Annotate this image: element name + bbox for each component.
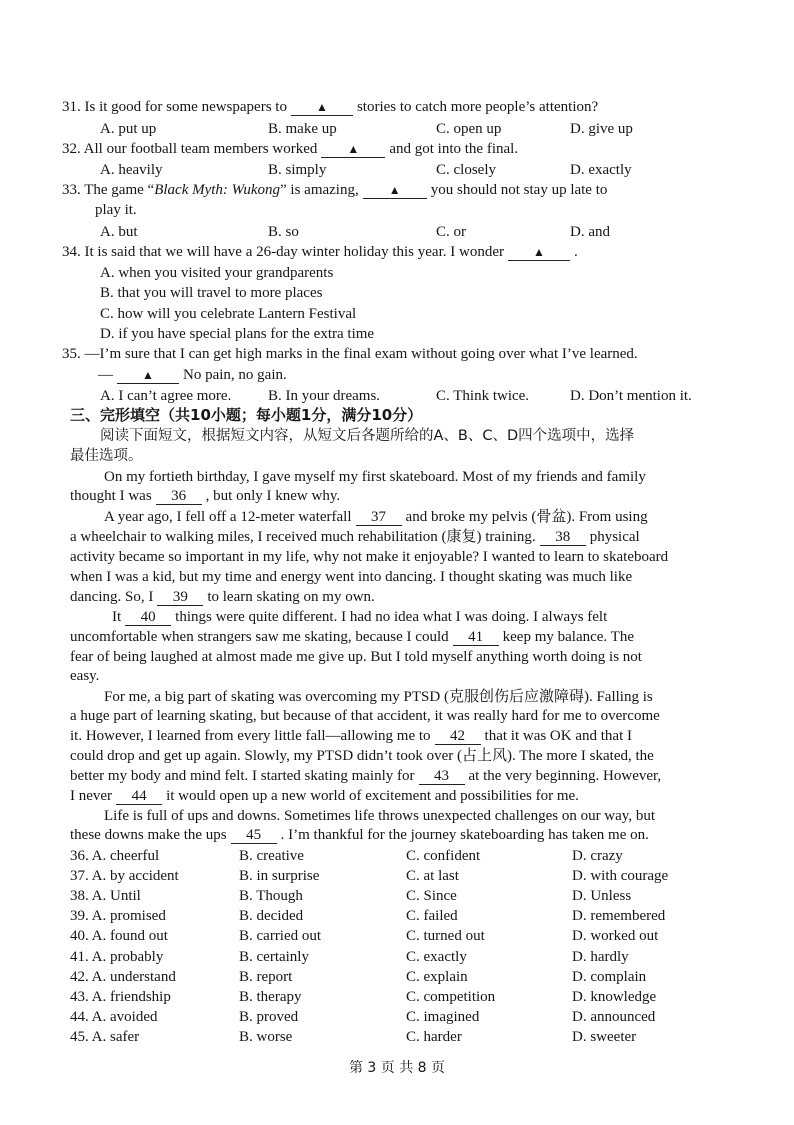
question-33-continued: play it. [95,202,137,218]
cloze-option-44-c: C. imagined [406,1008,480,1025]
q34-option-a: A. when you visited your grandparents [100,265,334,281]
question-35: 35. —I’m sure that I can get high marks in the final exam without going over what I’ve learned. [62,346,638,362]
blank-41: 41 [453,629,499,646]
cloze-option-41-c: C. exactly [406,948,467,965]
question-32-stem-end: and got into the final. [389,141,519,157]
cloze-option-42-b: B. report [239,968,293,985]
passage-text: a wheelchair to walking miles, I received much rehabilitation (康复) training. [70,529,536,545]
cloze-option-40-c: C. turned out [406,928,485,945]
passage-line: could drop and get up again. Slowly, my PTSD didn’t took over (占上风). The more I skated, the [70,748,654,764]
cloze-option-40-d: D. worked out [572,928,659,945]
blank-43: 43 [419,768,465,785]
question-35-reply-end: No pain, no gain. [183,367,287,383]
q33-option-d: D. and [570,224,610,240]
passage-line: Life is full of ups and downs. Sometimes life throws unexpected challenges on our way, but [104,808,655,824]
passage-text: things were quite different. I had no idea what I was doing. I always felt [175,609,608,625]
passage-text: to learn skating on my own. [207,589,375,605]
question-32 [62,139,518,159]
cloze-option-36-c: C. confident [406,848,481,864]
passage-line: For me, a big part of skating was overcoming my PTSD (克服创伤后应激障碍). Falling is [104,689,653,705]
cloze-option-43-a: 43. A. friendship [70,988,171,1005]
cloze-option-38-b: B. Though [239,888,303,905]
cloze-option-37-a: 37. A. by accident [70,868,179,885]
question-35-blank [117,367,179,384]
cloze-option-43-c: C. competition [406,988,496,1005]
blank-40: 40 [125,609,171,626]
cloze-option-42-a: 42. A. understand [70,968,176,985]
passage-line [70,786,579,806]
q31-option-a: A. put up [100,121,157,137]
question-32-blank [321,141,385,158]
passage-line: fear of being laughed at almost made me give up. But I told myself anything worth doing is not [70,649,642,665]
q33-option-c: C. or [436,224,466,240]
passage-line: On my fortieth birthday, I gave myself my first skateboard. Most of my friends and family [104,469,646,485]
cloze-option-39-b: B. decided [239,908,304,925]
passage-text: . I’m thankful for the journey skateboarding has taken me on. [280,827,649,843]
q33-option-b: B. so [268,224,299,240]
q31-option-c: C. open up [436,121,502,137]
passage-line [70,587,375,607]
passage-text: and broke my pelvis (骨盆). From using [405,509,648,525]
cloze-option-38-c: C. Since [406,888,457,905]
question-34-blank [508,244,570,261]
blank-marker-icon: ▲ [316,100,328,114]
blank-marker-icon: ▲ [347,142,360,156]
cloze-option-38-d: D. Unless [572,888,632,905]
blank-44: 44 [116,788,162,805]
page-footer: 第 3 页 共 8 页 [348,1060,446,1076]
cloze-option-40-a: 40. A. found out [70,928,168,945]
cloze-option-41-d: D. hardly [572,948,629,965]
cloze-option-45-b: B. worse [239,1028,293,1045]
blank-marker-icon: ▲ [142,368,154,382]
passage-text: these downs make the ups [70,827,227,843]
passage-text: at the very beginning. However, [468,768,662,784]
passage-line [104,507,648,527]
passage-line: easy. [70,668,100,684]
question-33-stem: 33. The game “ [62,182,155,198]
q34-option-d: D. if you have special plans for the extra time [100,326,375,342]
cloze-option-36-b: B. creative [239,848,304,864]
passage-line [70,766,661,786]
passage-line [70,527,640,547]
question-34-stem-end: . [573,244,578,260]
question-34 [62,242,578,262]
cloze-option-38-a: 38. A. Until [70,888,141,905]
cloze-option-44-d: D. announced [572,1008,656,1025]
passage-line [70,486,340,506]
passage-line: a huge part of learning skating, but because of that accident, it was really hard for me to overcome [70,708,660,724]
cloze-option-39-d: D. remembered [572,908,666,925]
passage-text: it would open up a new world of excitement and possibilities for me. [166,788,579,804]
cloze-option-37-b: B. in surprise [239,868,320,885]
cloze-option-37-d: D. with courage [572,868,669,885]
passage-line [70,726,632,746]
passage-line: activity became so important in my life, why not make it enjoyable? I wanted to learn to skateboard [70,549,669,565]
passage-line [70,825,649,845]
cloze-option-39-a: 39. A. promised [70,908,166,925]
q31-option-b: B. make up [268,121,337,137]
question-33-blank [363,182,427,199]
q32-option-c: C. closely [436,162,496,178]
passage-text: physical [589,529,640,545]
cloze-option-41-a: 41. A. probably [70,948,164,965]
q32-option-d: D. exactly [570,162,632,178]
cloze-option-37-c: C. at last [406,868,459,885]
blank-38: 38 [540,529,586,546]
passage-text: that it was OK and that I [484,728,632,744]
question-31 [62,97,598,117]
cloze-option-40-b: B. carried out [239,928,322,945]
q34-option-c: C. how will you celebrate Lantern Festival [100,306,357,322]
passage-text: keep my balance. The [502,629,634,645]
cloze-option-41-b: B. certainly [239,948,309,965]
cloze-option-36-a: 36. A. cheerful [70,848,160,864]
cloze-option-44-a: 44. A. avoided [70,1008,158,1025]
passage-text: it. However, I learned from every little fall—allowing me to [70,728,431,744]
cloze-option-43-b: B. therapy [239,988,302,1005]
question-31-stem: 31. Is it good for some newspapers to [62,99,287,115]
passage-text: better my body and mind felt. I started skating mainly for [70,768,415,784]
cloze-option-44-b: B. proved [239,1008,299,1025]
q35-option-a: A. I can’t agree more. [100,388,232,404]
q35-option-c: C. Think twice. [436,388,530,404]
blank-marker-icon: ▲ [533,245,545,259]
dash: — [98,367,113,383]
cloze-option-42-d: D. complain [572,968,647,985]
passage-line [112,607,607,627]
section-instruction-end: 最佳选项。 [70,448,143,464]
blank-39: 39 [157,589,203,606]
question-33-stem-mid: ” is amazing, [280,182,359,198]
question-33-stem-end: you should not stay up late to [430,182,608,198]
question-32-stem: 32. All our football team members worked [62,141,318,157]
passage-text: A year ago, I fell off a 12-meter waterfall [104,509,352,525]
game-title: Black Myth: Wukong [154,182,280,198]
question-31-blank [291,99,353,116]
question-35-reply [98,365,287,385]
section-heading: 三、完形填空（共10小题；每小题1分，满分10分） [70,406,423,424]
cloze-option-45-c: C. harder [406,1028,462,1045]
blank-36: 36 [156,488,202,505]
q33-option-a: A. but [100,224,138,240]
question-34-stem: 34. It is said that we will have a 26-day winter holiday this year. I wonder [62,244,504,260]
q34-option-b: B. that you will travel to more places [100,285,323,301]
q35-option-d: D. Don’t mention it. [570,388,692,404]
passage-text: I never [70,788,113,804]
cloze-option-42-c: C. explain [406,968,468,985]
blank-37: 37 [356,509,402,526]
cloze-option-39-c: C. failed [406,908,458,925]
question-31-stem-end: stories to catch more people’s attention? [356,99,599,115]
passage-text: thought I was [70,488,152,504]
blank-42: 42 [435,728,481,745]
cloze-option-36-d: D. crazy [572,848,623,864]
q32-option-a: A. heavily [100,162,163,178]
passage-text: uncomfortable when strangers saw me skating, because I could [70,629,449,645]
cloze-option-45-d: D. sweeter [572,1028,637,1045]
passage-text: dancing. So, I [70,589,154,605]
q31-option-d: D. give up [570,121,633,137]
passage-line: when I was a kid, but my time and energy went into dancing. I thought skating was much like [70,569,633,585]
cloze-option-45-a: 45. A. safer [70,1028,140,1045]
passage-text: It [112,609,122,625]
cloze-option-43-d: D. knowledge [572,988,657,1005]
section-instruction: 阅读下面短文，根据短文内容，从短文后各题所给的A、B、C、D四个选项中，选择 [100,428,635,444]
question-33 [62,180,607,200]
blank-marker-icon: ▲ [388,183,401,197]
q32-option-b: B. simply [268,162,327,178]
blank-45: 45 [231,827,277,844]
q35-option-b: B. In your dreams. [268,388,381,404]
passage-text: , but only I knew why. [205,488,341,504]
passage-line [70,627,634,647]
